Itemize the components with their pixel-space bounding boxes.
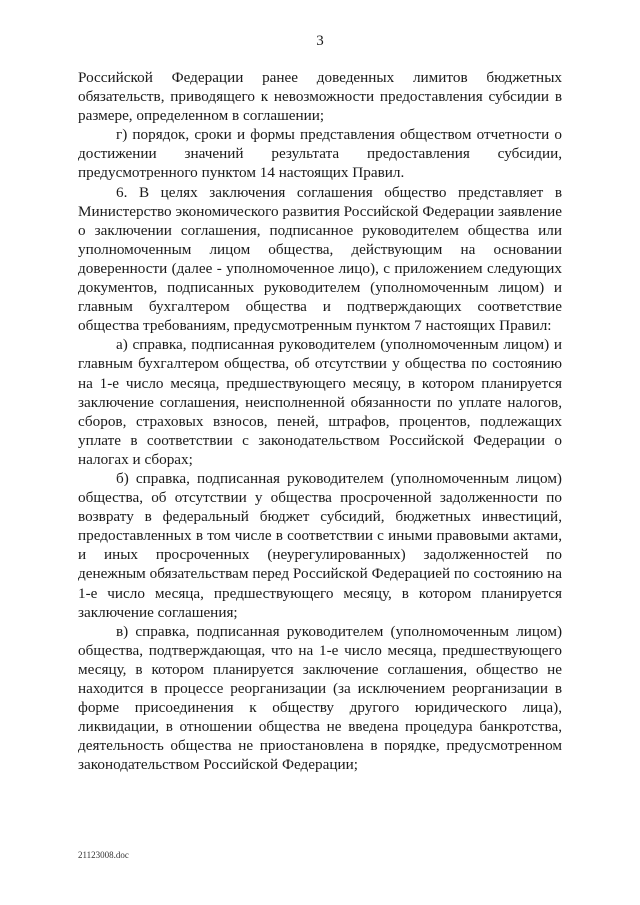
- paragraph-continuation: Российской Федерации ранее доведенных лимитов бюджетных обязательств, приводящего к невозможности предоставления субсидии в размере, определенном в соглашении;: [78, 69, 562, 125]
- footer-filename: 21123008.doc: [78, 850, 129, 860]
- paragraph-item-b: б) справка, подписанная руководителем (уполномоченным лицом) общества, об отсутствии у общества просроченной задолженности по возврату в федеральный бюджет субсидий, бюджетных инвестиций, предоставленных в том числе в соответствии с иными правовыми актами, и иных просроченных (неурегулированных) задолженностей по денежным обязательствам перед Российской Федерацией по состоянию на 1-е число месяца, предшествующего месяцу, в котором планируется заключение соглашения;: [78, 469, 562, 621]
- paragraph-item-g: г) порядок, сроки и формы представления обществом отчетности о достижении значений результата предоставления субсидии, предусмотренного пунктом 14 настоящих Правил.: [78, 126, 562, 182]
- page-number: 3: [316, 33, 324, 49]
- paragraph-item-a: а) справка, подписанная руководителем (уполномоченным лицом) и главным бухгалтером общества, об отсутствии у общества по состоянию на 1-е число месяца, предшествующего месяцу, в котором планируется заключение соглашения, неисполненной обязанности по уплате налогов, сборов, страховых взносов, пеней, штрафов, процентов, подлежащих уплате в соответствии с законодательством Российской Федерации о налогах и сборах;: [78, 336, 562, 468]
- paragraph-item-v: в) справка, подписанная руководителем (уполномоченным лицом) общества, подтверждающая, что на 1-е число месяца, предшествующего месяцу, в котором планируется заключение соглашения, общество не находится в процессе реорганизации (за исключением реорганизации в форме присоединения к обществу другого юридического лица), ликвидации, в отношении общества не введена процедура банкротства, деятельность общества не приостановлена в порядке, предусмотренном законодательством Российской Федерации;: [78, 622, 562, 774]
- paragraph-clause-6: 6. В целях заключения соглашения общество представляет в Министерство экономического развития Российской Федерации заявление о заключении соглашения, подписанное руководителем общества или уполномоченным лицом общества, действующим на основании доверенности (далее - уполномоченное лицо), с приложением следующих документов, подписанных руководителем (уполномоченным лицом) и главным бухгалтером общества и подтверждающих соответствие общества требованиям, предусмотренным пунктом 7 настоящих Правил:: [78, 183, 562, 335]
- document-body: [78, 68, 562, 774]
